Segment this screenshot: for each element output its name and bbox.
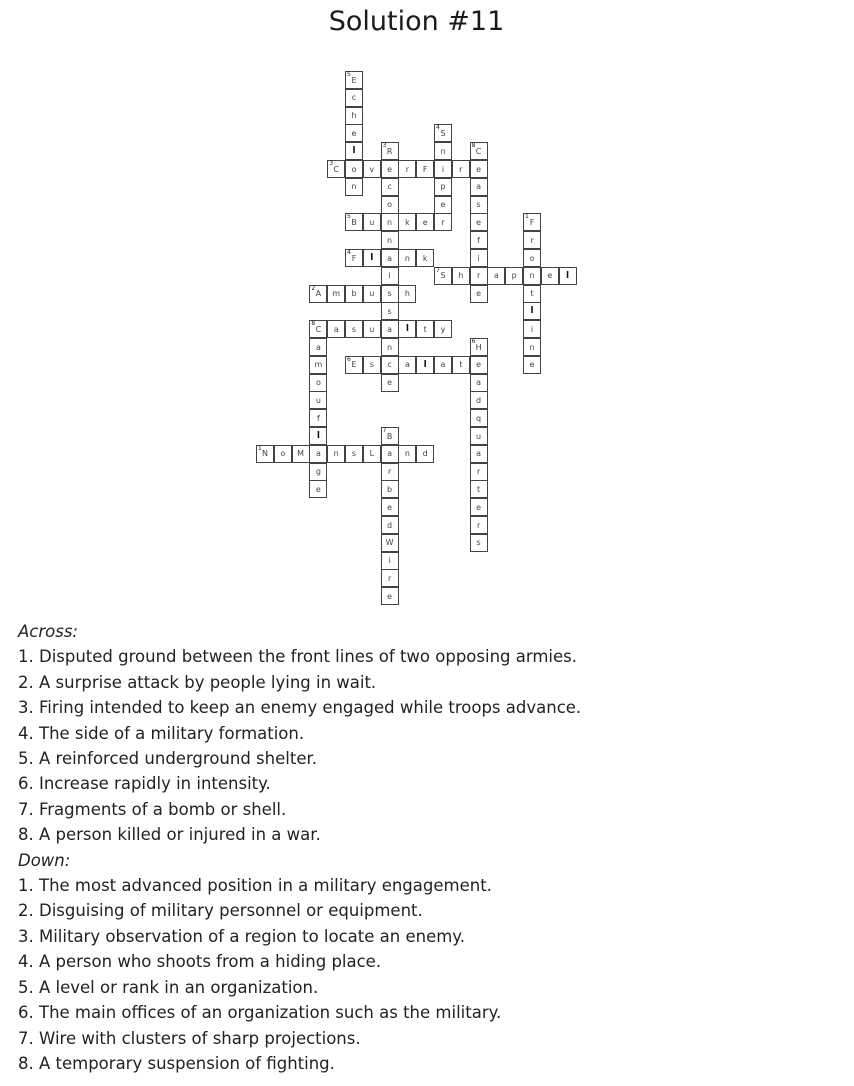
grid-cell <box>345 71 363 89</box>
grid-cell <box>381 480 399 498</box>
grid-cell <box>523 320 541 338</box>
clue-number: 4 <box>347 249 351 256</box>
grid-cell <box>434 320 452 338</box>
grid-cell <box>452 160 470 178</box>
cell-letter: W <box>385 538 394 548</box>
cell-letter: u <box>369 324 375 334</box>
cell-letter: t <box>530 289 534 299</box>
grid-cell <box>398 445 416 463</box>
cell-letter: r <box>441 217 445 227</box>
cell-letter: i <box>477 253 480 263</box>
grid-cell <box>381 160 399 178</box>
grid-cell <box>470 356 488 374</box>
cell-letter: a <box>315 342 321 352</box>
cell-letter: r <box>405 164 410 174</box>
cell-letter: S <box>440 128 446 138</box>
grid-cell <box>345 285 363 303</box>
grid-cell <box>416 445 434 463</box>
grid-cell <box>541 267 559 285</box>
grid-cell <box>416 320 434 338</box>
grid-cell <box>470 196 488 214</box>
grid-cell <box>309 480 327 498</box>
clue-number: 5 <box>347 71 351 78</box>
cell-letter: s <box>387 289 392 299</box>
cell-letter: n <box>387 342 393 352</box>
cell-letter: r <box>530 235 534 245</box>
grid-cell <box>381 534 399 552</box>
grid-cell <box>345 320 363 338</box>
page-title: Solution #11 <box>328 6 505 37</box>
cell-letter: o <box>387 200 393 210</box>
clue-number: 1 <box>525 213 529 221</box>
down-clue: 4. A person who shoots from a hiding place. <box>18 952 382 972</box>
cell-letter: l <box>423 359 427 370</box>
grid-cell <box>470 516 488 534</box>
grid-cell <box>470 391 488 409</box>
cell-letter: r <box>476 520 481 530</box>
cell-letter: e <box>476 164 482 174</box>
cell-letter: n <box>387 235 393 245</box>
grid-cell <box>416 213 434 231</box>
grid-cell <box>309 427 327 445</box>
cell-letter: c <box>351 93 357 103</box>
grid-cell <box>434 142 452 160</box>
clue-number: 6 <box>347 355 351 363</box>
grid-cell <box>309 374 327 392</box>
grid-cell <box>381 320 399 338</box>
grid-cell <box>327 160 345 178</box>
cell-letter: a <box>440 360 446 370</box>
across-clue: 1. Disputed ground between the front lines of two opposing armies. <box>18 647 578 667</box>
grid-cell <box>434 160 452 178</box>
clue-number: 2 <box>311 284 316 292</box>
grid-cell <box>434 213 452 231</box>
grid-cell <box>470 498 488 516</box>
cell-letter: a <box>333 324 339 334</box>
grid-cell <box>381 213 399 231</box>
grid-cell <box>327 445 345 463</box>
cell-letter: b <box>387 484 393 494</box>
cell-letter: n <box>333 449 339 459</box>
clue-number: 7 <box>436 266 440 274</box>
cell-letter: u <box>476 431 482 441</box>
cell-letter: a <box>476 378 482 388</box>
grid-cell <box>398 160 416 178</box>
grid-cell <box>381 463 399 481</box>
grid-cell <box>345 107 363 125</box>
grid-cell <box>470 427 488 445</box>
cell-letter: h <box>351 111 357 121</box>
grid-cell <box>505 267 523 285</box>
clue-number: 6 <box>471 338 476 345</box>
cell-letter: p <box>511 271 517 281</box>
cell-letter: v <box>369 164 375 174</box>
grid-cell <box>363 445 381 463</box>
cell-letter: F <box>422 164 428 174</box>
grid-cell <box>381 516 399 534</box>
cell-letter: r <box>459 164 463 174</box>
grid-cell <box>523 356 541 374</box>
cell-letter: a <box>387 449 393 459</box>
cell-letter: e <box>387 378 393 388</box>
grid-cell <box>470 534 488 552</box>
grid-cell <box>381 356 399 374</box>
cell-letter: u <box>369 217 375 227</box>
grid-cell <box>523 267 541 285</box>
grid-cell <box>434 178 452 196</box>
cell-letter: c <box>387 360 392 370</box>
grid-cell <box>345 160 363 178</box>
clue-list <box>18 619 838 1076</box>
cell-letter: s <box>351 449 357 459</box>
grid-cell <box>309 285 327 303</box>
cell-letter: d <box>476 395 482 405</box>
grid-cell <box>274 445 292 463</box>
grid-cell <box>470 142 488 160</box>
grid-cell <box>345 213 363 231</box>
clue-number: 8 <box>471 142 476 150</box>
across-header: Across: <box>18 622 78 641</box>
grid-cell <box>381 569 399 587</box>
grid-cell <box>523 249 541 267</box>
cell-letter: a <box>476 449 482 459</box>
cell-letter: n <box>404 449 410 459</box>
cell-letter: N <box>262 449 268 459</box>
cell-letter: t <box>459 360 463 370</box>
grid-cell <box>470 178 488 196</box>
grid-cell <box>381 302 399 320</box>
across-clue: 8. A person killed or injured in a war. <box>18 825 321 845</box>
across-clue: 7. Fragments of a bomb or shell. <box>18 799 287 819</box>
cell-letter: n <box>387 217 393 227</box>
down-clue: 5. A level or rank in an organization. <box>18 977 319 997</box>
cell-letter: y <box>440 324 446 334</box>
clue-number: 8 <box>311 320 316 328</box>
cell-letter: s <box>476 200 481 210</box>
cell-letter: B <box>386 431 393 441</box>
grid-cell <box>309 409 327 427</box>
cell-letter: n <box>351 182 357 192</box>
grid-cell <box>309 391 327 409</box>
grid-cell <box>523 338 541 356</box>
cell-letter: k <box>405 217 410 227</box>
grid-cell <box>470 445 488 463</box>
grid-cell <box>416 249 434 267</box>
grid-cell <box>381 267 399 285</box>
across-clue: 5. A reinforced underground shelter. <box>18 749 317 769</box>
cell-letter: g <box>315 467 321 477</box>
grid-cell <box>559 267 577 285</box>
cell-letter: H <box>475 342 482 352</box>
grid-cell <box>523 285 541 303</box>
grid-cell <box>452 356 470 374</box>
cell-letter: n <box>440 146 446 156</box>
down-header: Down: <box>18 850 71 870</box>
cell-letter: t <box>423 324 427 334</box>
cell-letter: s <box>387 306 392 316</box>
grid-cell <box>470 480 488 498</box>
grid-cell <box>523 231 541 249</box>
cell-letter: i <box>441 164 445 174</box>
grid-cell <box>345 89 363 107</box>
grid-cell <box>292 445 310 463</box>
cell-letter: d <box>422 449 428 459</box>
grid-cell <box>381 249 399 267</box>
cell-letter: a <box>404 360 410 370</box>
grid-cell <box>398 320 416 338</box>
cell-letter: u <box>315 395 321 405</box>
cell-letter: m <box>314 360 323 370</box>
grid-cell <box>381 498 399 516</box>
cell-letter: l <box>530 306 534 317</box>
cell-letter: A <box>315 289 322 299</box>
grid-cell <box>381 427 399 445</box>
grid-cell <box>309 320 327 338</box>
cell-letter: n <box>529 271 535 281</box>
cell-letter: s <box>369 360 374 370</box>
grid-cell <box>309 356 327 374</box>
cell-letter: F <box>529 217 535 227</box>
cell-letter: n <box>529 342 535 352</box>
grid-cell <box>381 178 399 196</box>
cell-letter: o <box>351 164 357 174</box>
cell-letter: a <box>387 253 393 263</box>
down-clue: 2. Disguising of military personnel or equipment. <box>18 901 423 921</box>
grid-cell <box>381 374 399 392</box>
cell-letter: l <box>352 146 356 157</box>
down-clue: 6. The main offices of an organization such as the military. <box>18 1003 502 1023</box>
grid-cell <box>345 356 363 374</box>
grid-cell <box>309 338 327 356</box>
grid-cell <box>345 249 363 267</box>
across-clue: 3. Firing intended to keep an enemy engaged while troops advance. <box>18 698 582 718</box>
grid-cell <box>452 267 470 285</box>
cell-letter: q <box>476 413 482 423</box>
cell-letter: a <box>315 449 321 459</box>
grid-cell <box>523 213 541 231</box>
cell-letter: e <box>476 502 482 512</box>
cell-letter: e <box>422 217 428 227</box>
grid-cell <box>327 320 345 338</box>
cell-letter: m <box>332 289 341 299</box>
grid-cell <box>327 285 345 303</box>
cell-letter: C <box>333 164 339 174</box>
cell-letter: E <box>351 75 357 85</box>
grid-cell <box>398 213 416 231</box>
cell-letter: o <box>315 378 321 388</box>
grid-cell <box>309 463 327 481</box>
cell-letter: l <box>370 253 374 263</box>
grid-cell <box>363 356 381 374</box>
cell-letter: e <box>529 360 535 370</box>
cell-letter: s <box>476 538 481 548</box>
grid-cell <box>470 463 488 481</box>
grid-cell <box>381 285 399 303</box>
cell-letter: c <box>387 182 392 192</box>
grid-cell <box>523 302 541 320</box>
cell-letter: e <box>476 360 482 370</box>
grid-cell <box>398 285 416 303</box>
across-clue: 4. The side of a military formation. <box>18 723 305 743</box>
cell-letter: l <box>405 324 409 335</box>
grid-cell <box>363 320 381 338</box>
grid-cell <box>363 249 381 267</box>
clue-number: 1 <box>258 444 262 452</box>
down-clue: 3. Military observation of a region to locate an enemy. <box>18 926 465 946</box>
cell-letter: l <box>316 431 320 441</box>
grid-cell <box>470 338 488 356</box>
cell-letter: M <box>297 449 305 459</box>
grid-cell <box>381 445 399 463</box>
cell-letter: e <box>387 164 393 174</box>
grid-cell <box>381 231 399 249</box>
cell-letter: e <box>440 200 446 210</box>
down-clue: 7. Wire with clusters of sharp projections. <box>18 1028 361 1048</box>
cell-letter: n <box>404 253 410 263</box>
cell-letter: i <box>530 324 534 334</box>
cell-letter: C <box>315 324 322 334</box>
grid-cell <box>345 445 363 463</box>
cell-letter: a <box>387 324 393 334</box>
grid-cell <box>470 231 488 249</box>
cell-letter: e <box>315 484 321 494</box>
cell-letter: u <box>369 289 375 299</box>
grid-cell <box>416 356 434 374</box>
down-clue: 1. The most advanced position in a military engagement. <box>18 876 492 896</box>
grid-cell <box>470 249 488 267</box>
cell-letter: L <box>369 449 375 459</box>
grid-cell <box>345 142 363 160</box>
cell-letter: B <box>351 217 357 227</box>
cell-letter: f <box>477 235 480 245</box>
cell-letter: e <box>476 289 482 299</box>
cell-letter: i <box>388 556 391 566</box>
grid-cell <box>363 285 381 303</box>
cell-letter: t <box>477 484 481 494</box>
grid-cell <box>434 196 452 214</box>
grid-cell <box>309 445 327 463</box>
cell-letter: b <box>351 289 357 299</box>
grid-cell <box>434 356 452 374</box>
down-clue: 8. A temporary suspension of fighting. <box>18 1053 335 1073</box>
grid-cell <box>381 196 399 214</box>
grid-cell <box>345 178 363 196</box>
cell-letter: E <box>351 360 357 370</box>
grid-cell <box>470 409 488 427</box>
cell-letter: F <box>351 253 357 263</box>
cell-letter: i <box>388 271 391 281</box>
cell-letter: o <box>280 449 286 459</box>
cell-letter: o <box>529 253 535 263</box>
grid-cell <box>363 213 381 231</box>
cell-letter: e <box>351 128 357 138</box>
cell-letter: e <box>547 271 553 281</box>
across-clue: 2. A surprise attack by people lying in wait. <box>18 672 377 692</box>
cell-letter: e <box>476 217 482 227</box>
grid-cell <box>416 160 434 178</box>
cell-letter: r <box>476 467 481 477</box>
cell-letter: a <box>476 182 482 192</box>
cell-letter: C <box>475 146 482 156</box>
grid-cell <box>345 124 363 142</box>
grid-cell <box>470 374 488 392</box>
clue-number: 7 <box>382 427 387 434</box>
grid-cell <box>381 587 399 605</box>
grid-cell <box>470 285 488 303</box>
cell-letter: r <box>387 573 392 583</box>
grid-cell <box>363 160 381 178</box>
clue-number: 3 <box>382 142 387 150</box>
cell-letter: s <box>351 324 357 334</box>
grid-cell <box>398 356 416 374</box>
grid-cell <box>398 249 416 267</box>
grid-cell <box>256 445 274 463</box>
cell-letter: e <box>387 502 393 512</box>
grid-cell <box>487 267 505 285</box>
cell-letter: l <box>566 270 570 281</box>
cell-letter: r <box>387 467 392 477</box>
grid-cell <box>470 213 488 231</box>
cell-letter: p <box>440 182 446 192</box>
grid-cell <box>434 267 452 285</box>
cell-letter: k <box>422 253 428 263</box>
grid-cell <box>381 552 399 570</box>
cell-letter: h <box>404 289 410 299</box>
cell-letter: e <box>387 591 393 601</box>
cell-letter: S <box>440 271 446 281</box>
clue-number: 4 <box>436 124 440 132</box>
grid-cell <box>434 124 452 142</box>
cell-letter: R <box>386 146 393 156</box>
cell-letter: d <box>387 520 393 530</box>
grid-cell <box>470 160 488 178</box>
grid-cell <box>470 267 488 285</box>
cell-letter: a <box>493 271 499 281</box>
clue-number: 3 <box>329 160 334 167</box>
clue-number: 5 <box>347 213 351 221</box>
cell-letter: h <box>458 271 464 281</box>
grid-cell <box>381 338 399 356</box>
across-clue: 6. Increase rapidly in intensity. <box>18 774 271 794</box>
cell-letter: r <box>476 271 481 281</box>
cell-letter: f <box>316 413 320 423</box>
grid-cell <box>381 142 399 160</box>
